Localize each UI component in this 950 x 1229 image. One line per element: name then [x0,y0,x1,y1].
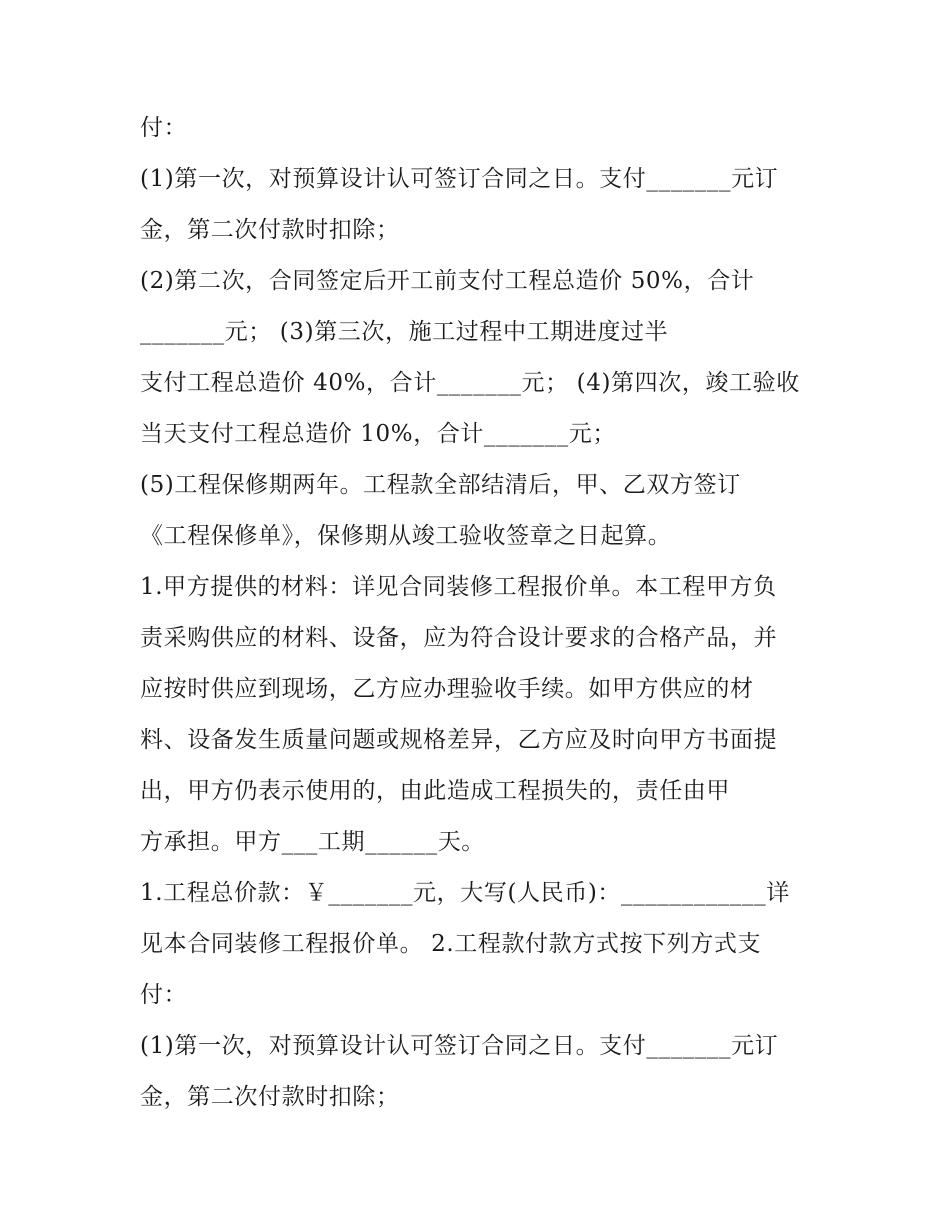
text-line: 责采购供应的材料、设备，应为符合设计要求的合格产品，并 [140,625,778,651]
text-line: 方承担。甲方___工期______天。 [140,829,485,855]
document-body [140,103,820,1123]
text-line: 金，第二次付款时扣除； [140,1084,400,1110]
text-line: 付： [140,982,188,1008]
text-line: _______元； (3)第三次，施工过程中工期进度过半 [140,319,669,345]
text-line: 1.甲方提供的材料：详见合同装修工程报价单。本工程甲方负 [140,574,777,600]
text-line: 当天支付工程总造价 10%，合计_______元； [140,421,616,447]
text-line: 《工程保修单》，保修期从竣工验收签章之日起算。 [140,523,672,549]
text-line: (5)工程保修期两年。工程款全部结清后，甲、乙双方签订 [140,472,741,498]
text-line: 金，第二次付款时扣除； [140,217,400,243]
text-line: 支付工程总造价 40%，合计_______元； (4)第四次，竣工验收 [140,370,800,396]
text-line: (1)第一次，对预算设计认可签订合同之日。支付_______元订 [140,1033,779,1059]
text-line: 料、设备发生质量问题或规格差异，乙方应及时向甲方书面提 [140,727,778,753]
text-line: 出，甲方仍表示使用的，由此造成工程损失的，责任由甲 [140,778,730,804]
text-line: 1.工程总价款：￥_______元，大写(人民币)：____________详 [140,880,790,906]
text-line: 付： [140,115,188,141]
text-line: (2)第二次，合同签定后开工前支付工程总造价 50%，合计 [140,268,755,294]
text-line: 应按时供应到现场，乙方应办理验收手续。如甲方供应的材 [140,676,754,702]
text-line: (1)第一次，对预算设计认可签订合同之日。支付_______元订 [140,166,779,192]
text-line: 见本合同装修工程报价单。 2.工程款付款方式按下列方式支 [140,931,762,957]
